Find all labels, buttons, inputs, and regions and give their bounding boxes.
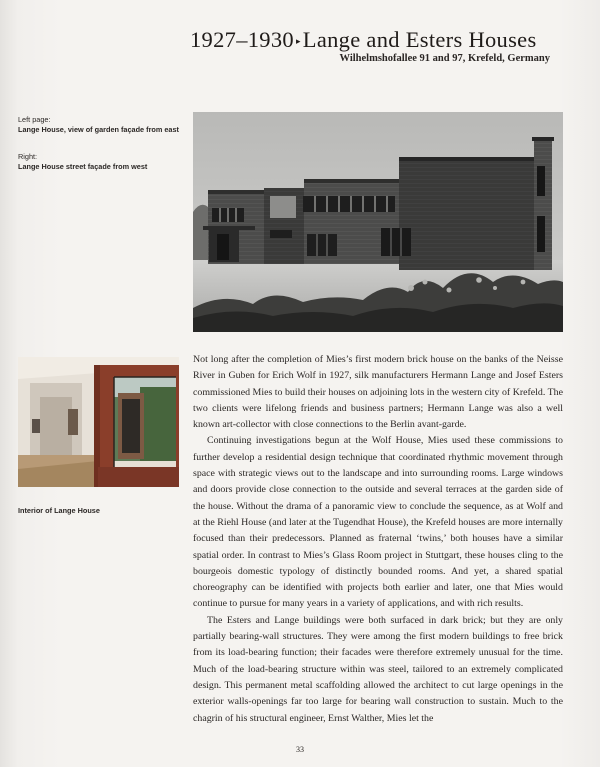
title-name: Lange and Esters Houses — [302, 27, 537, 52]
body-text — [193, 352, 563, 727]
caption-left-page-label: Left page: — [18, 115, 51, 124]
lange-house-interior-photo — [18, 357, 179, 487]
page-title — [190, 27, 590, 53]
paragraph-3: The Esters and Lange buildings were both surfaced in dark brick; but they are only partially bearing-wall structures. They were among the first modern buildings to free brick from its load-bearing function; their facades were therefore extremely unusual for the time. Much of the load-bearing structure within was steel, tailored to an extremely complicated design. This permanent metal scaffolding allowed the architect to cut large openings in the exterior walls-openings far too large for bearing wall construction to sustain. Much to the chagrin of his structural engineer, Ernst Walther, Mies let the — [193, 614, 563, 724]
caption-right-text: Lange House street façade from west — [18, 162, 148, 171]
page-number: 33 — [296, 745, 304, 754]
title-years: 1927–1930 — [190, 27, 294, 52]
caption-right-label: Right: — [18, 152, 38, 161]
caption-left-page-text: Lange House, view of garden façade from east — [18, 125, 179, 134]
title-arrow-icon: ▸ — [295, 36, 301, 47]
paragraph-1: Not long after the completion of Mies’s first modern brick house on the banks of the Neisse River in Guben for Erich Wolf in 1927, silk manufacturers Hermann Lange and Josef Esters commissioned Mies to build their houses on adjoining lots in the western city of Krefeld. The two clients were lifelong friends and business partners; Hermann Lange was also a well known art-collector with close connections to the Berlin avant-garde. — [193, 354, 563, 431]
paragraph-2: Continuing investigations begun at the Wolf House, Mies used these commissions to further develop a residential design technique that coordinated rhythmic movement through space with strategic views out to the landscape and into surrounding rooms. Large windows and doors provide close connection to the outside and several terraces at the garden side of the house. Without the drama of a panoramic view to conclude the sequence, as at Wolf and at the Riehl House (and later at the Tugendhat House), the Krefeld houses are more internally focused than their predecessors. Planned as fraternal ‘twins,’ both houses have a similar spatial order. In contrast to Mies’s Glass Room project in Stuttgart, these houses cling to the bourgeois domestic typology of distinctly bounded rooms. And yet, a shared spatial choreography can be identified with projects both earlier and later, one that Mies would continue to pursue for many years in a variety of applications, and with rich results. — [193, 435, 563, 610]
caption-interior: Interior of Lange House — [18, 506, 100, 515]
lange-house-street-facade-photo — [193, 112, 563, 332]
page-subtitle-address: Wilhelmshofallee 91 and 97, Krefeld, Germany — [339, 53, 550, 64]
